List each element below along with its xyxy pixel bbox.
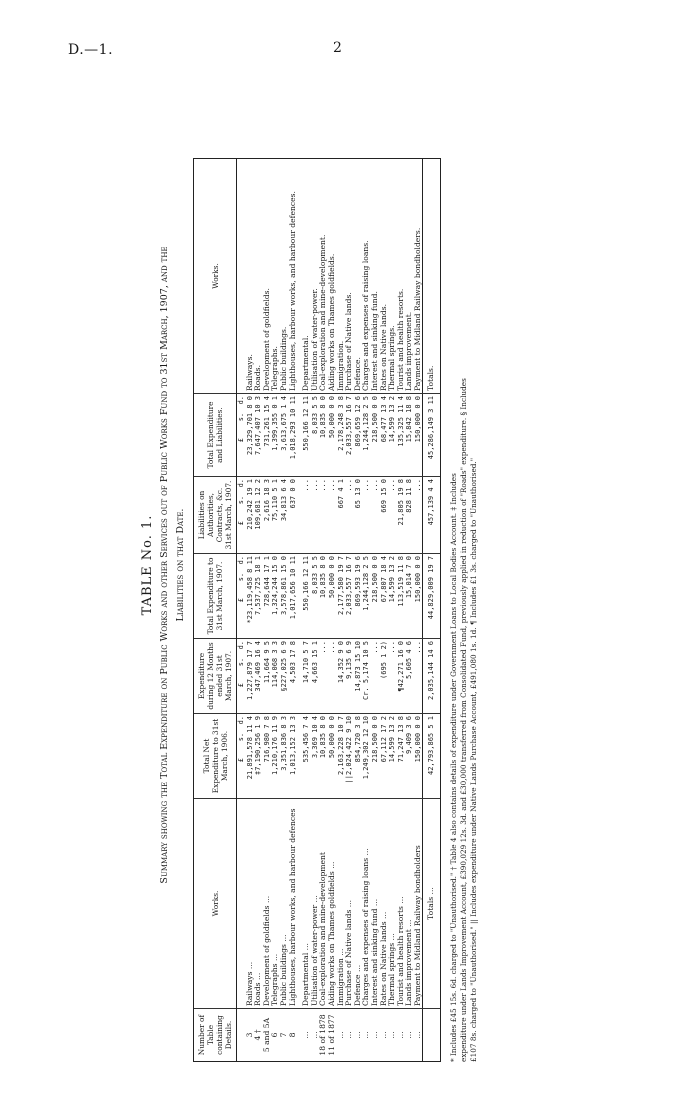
cell-e: 50,000 0 0 xyxy=(328,394,337,477)
cell-w: Rates on Native lands ... xyxy=(380,799,389,1009)
cell-w2: Coal-exploration and mine-development. xyxy=(319,159,328,394)
footnotes xyxy=(449,72,479,1062)
cell-w2: Development of goldfields. xyxy=(263,159,272,394)
total-label: Totals ... xyxy=(423,799,441,1009)
cell-t: ... xyxy=(388,1009,397,1062)
cell-b: ... xyxy=(371,639,380,714)
col-exp-liab: Total Expenditure and Liabilities. xyxy=(194,394,237,477)
cell-w2: Defence. xyxy=(354,159,363,394)
cell-a: ||2,024,422 9 10 xyxy=(345,714,354,799)
cell-e: 218,500 0 0 xyxy=(371,394,380,477)
cell-w2: Charges and expenses of raising loans. xyxy=(362,159,371,394)
currency-header: £ s. d. xyxy=(237,554,246,639)
currency-header: £ s. d. xyxy=(237,714,246,799)
totals-row xyxy=(423,159,441,1062)
cell-w2: Lands improvement. xyxy=(405,159,414,394)
cell-w: Development of goldfields ... xyxy=(263,799,272,1009)
cell-t: ... xyxy=(371,1009,380,1062)
cell-b: 5,605 4 6 xyxy=(405,639,414,714)
cell-e: 3,613,675 1 4 xyxy=(280,394,289,477)
cell-w2: Interest and sinking fund. xyxy=(371,159,380,394)
cell-c: 113,519 11 8 xyxy=(397,554,406,639)
cell-d: 637 0 0 xyxy=(289,477,298,554)
cell-e: 135,325 11 4 xyxy=(397,394,406,477)
cell-e: 150,000 0 0 xyxy=(414,394,423,477)
cell-w2: Immigration. xyxy=(337,159,346,394)
total-w2: Totals. xyxy=(423,159,441,394)
cell-w: Defence ... xyxy=(354,799,363,1009)
cell-d: 2,616 18 3 xyxy=(263,477,272,554)
cell-d: ... xyxy=(414,477,423,554)
cell-c: 2,033,557 16 7 xyxy=(345,554,354,639)
cell-a: 3,369 10 4 xyxy=(311,714,320,799)
cell-w2: Public buildings. xyxy=(280,159,289,394)
cell-d: 210,242 19 1 xyxy=(246,477,255,554)
cell-b: 11,664 9 5 xyxy=(263,639,272,714)
cell-e: 7,647,407 10 3 xyxy=(254,394,263,477)
cell-d: 34,813 6 4 xyxy=(280,477,289,554)
cell-a: 71,247 13 8 xyxy=(397,714,406,799)
cell-d: ... xyxy=(388,477,397,554)
cell-a: 67,112 17 2 xyxy=(380,714,389,799)
cell-b: 9,135 6 9 xyxy=(345,639,354,714)
cell-c: 3,578,861 15 0 xyxy=(280,554,289,639)
cell-e: 14,599 13 2 xyxy=(388,394,397,477)
cell-e: 1,399,355 0 1 xyxy=(271,394,280,477)
cell-b: 1,227,879 17 7 xyxy=(246,639,255,714)
cell-a: 10,835 8 0 xyxy=(319,714,328,799)
table-subtitle-line1: Summary showing the Total Expenditure on Public Works and other Services out of Public Works Fund to 31st March, 1907, and the xyxy=(159,246,170,884)
cell-a: 50,000 0 0 xyxy=(328,714,337,799)
table-row xyxy=(414,159,423,1062)
cell-b: 4,503 17 8 xyxy=(289,639,298,714)
cell-d: 669 15 0 xyxy=(380,477,389,554)
total-c: 44,829,009 19 7 xyxy=(423,554,441,639)
cell-a: 21,891,578 11 4 xyxy=(246,714,255,799)
cell-b: 14,710 5 7 xyxy=(302,639,311,714)
cell-w: Public buildings ... xyxy=(280,799,289,1009)
cell-a: 535,456 7 4 xyxy=(302,714,311,799)
cell-c: 14,599 13 2 xyxy=(388,554,397,639)
cell-e: 8,033 5 5 xyxy=(311,394,320,477)
cell-e: 1,244,128 2 5 xyxy=(362,394,371,477)
col-total-exp: Total Expenditure to 31st March, 1907. xyxy=(194,554,237,639)
table-body xyxy=(246,159,441,1062)
table-title: TABLE No. 1. xyxy=(140,514,155,616)
cell-w: Lighthouses, harbour works, and harbour defences xyxy=(289,799,298,1009)
cell-w: Aiding works on Thames goldfields ... xyxy=(328,799,337,1009)
cell-d: ... xyxy=(319,477,328,554)
cell-w: Tourist and health resorts ... xyxy=(397,799,406,1009)
cell-t: 4 † xyxy=(254,1009,263,1062)
cell-e: 15,842 18 8 xyxy=(405,394,414,477)
cell-e: 869,659 12 6 xyxy=(354,394,363,477)
cell-c: 218,500 0 0 xyxy=(371,554,380,639)
table-subtitle-line2: Liabilities on that Date. xyxy=(175,508,186,622)
cell-w: Interest and sinking fund ... xyxy=(371,799,380,1009)
cell-e: 10,835 8 0 xyxy=(319,394,328,477)
table-row xyxy=(345,159,354,1062)
cell-c: 1,324,244 15 0 xyxy=(271,554,280,639)
cell-a: 716,980 7 8 xyxy=(263,714,272,799)
cell-b: ... xyxy=(328,639,337,714)
cell-t: ... xyxy=(337,1009,346,1062)
cell-c: 15,014 7 0 xyxy=(405,554,414,639)
cell-t: ... xyxy=(311,1009,320,1062)
cell-c: 550,166 12 11 xyxy=(302,554,311,639)
cell-d: ... xyxy=(371,477,380,554)
cell-b: §227,025 6 9 xyxy=(280,639,289,714)
cell-b: 4,663 15 1 xyxy=(311,639,320,714)
cell-t: ... xyxy=(405,1009,414,1062)
col-exp-12m: Expenditure during 12 Months ended 31st March, 1907. xyxy=(194,639,237,714)
col-works: Works. xyxy=(194,799,237,1009)
cell-a: 3,351,836 8 3 xyxy=(280,714,289,799)
cell-b: 14,873 15 10 xyxy=(354,639,363,714)
cell-e: 68,477 13 4 xyxy=(380,394,389,477)
cell-d: 828 11 8 xyxy=(405,477,414,554)
cell-w2: Lighthouses, harbour works, and harbour defences. xyxy=(289,159,298,394)
table-row xyxy=(328,159,337,1062)
cell-b: 114,068 3 3 xyxy=(271,639,280,714)
cell-a: 9,409 3 6 xyxy=(405,714,414,799)
cell-c: 67,807 18 4 xyxy=(380,554,389,639)
cell-c: 7,537,725 18 1 xyxy=(254,554,263,639)
cell-w2: Roads. xyxy=(254,159,263,394)
cell-c: 728,644 17 1 xyxy=(263,554,272,639)
cell-t: ... xyxy=(354,1009,363,1062)
cell-t: 18 of 1878 xyxy=(319,1009,328,1062)
cell-w: Utilisation of water-power ... xyxy=(311,799,320,1009)
cell-w: Telegraphs ... xyxy=(271,799,280,1009)
page-number: 2 xyxy=(333,40,342,56)
cell-t: 6 xyxy=(271,1009,280,1062)
cell-a: ‡7,190,256 1 9 xyxy=(254,714,263,799)
cell-a: 14,599 13 2 xyxy=(388,714,397,799)
cell-w: Payment to Midland Railway bondholders xyxy=(414,799,423,1009)
cell-a: 2,163,228 10 7 xyxy=(337,714,346,799)
cell-w2: Rates on Native lands. xyxy=(380,159,389,394)
cell-b: ¶42,271 16 0 xyxy=(397,639,406,714)
cell-e: 1,018,293 10 11 xyxy=(289,394,298,477)
cell-w2: Purchase of Native lands. xyxy=(345,159,354,394)
cell-w2: Aiding works on Thames goldfields. xyxy=(328,159,337,394)
footnote-line: £107 8s. charged to "Unauthorised." || Includes expenditure under Native Lands Purchase Account, £491,080 1s. 1d. ¶ Includes £1 3s. charged to "Unauthorised." xyxy=(469,457,479,1062)
cell-d: 109,681 12 2 xyxy=(254,477,263,554)
cell-d: 75,110 5 1 xyxy=(271,477,280,554)
cell-d: ... xyxy=(362,477,371,554)
cell-t: ... xyxy=(362,1009,371,1062)
cell-t: ... xyxy=(345,1009,354,1062)
cell-c: 10,835 8 0 xyxy=(319,554,328,639)
table-row xyxy=(263,159,272,1062)
cell-w2: Tourist and health resorts. xyxy=(397,159,406,394)
cell-b: 14,352 9 0 xyxy=(337,639,346,714)
footnote-line: * Includes £45 15s. 6d. charged to "Unauthorised." † Table 4 also contains details of expenditure under Government Loans to Local Bodies Account. ‡ Includes xyxy=(449,473,459,1062)
cell-d: 65 13 0 xyxy=(354,477,363,554)
footnote-line: expenditure under Lands Improvement Account, £390,029 12s. 3d. and £30,000 transferred from Consolidated Fund, previously applied in reduction of "Roads" expenditure. § Includes xyxy=(459,378,469,1062)
table-row xyxy=(289,159,298,1062)
cell-w: Lands improvement ... xyxy=(405,799,414,1009)
col-works-2: Works. xyxy=(194,159,237,394)
cell-t: ... xyxy=(380,1009,389,1062)
cell-b: (695 1 2) xyxy=(380,639,389,714)
cell-w2: Railways. xyxy=(246,159,255,394)
cell-w: Thermal springs ... xyxy=(388,799,397,1009)
cell-d: ... xyxy=(311,477,320,554)
currency-header: £ s. d. xyxy=(237,639,246,714)
rotated-table-block xyxy=(140,60,700,1070)
table-row xyxy=(380,159,389,1062)
cell-w2: Payment to Midland Railway bondholders. xyxy=(414,159,423,394)
summary-table xyxy=(193,158,441,1062)
total-e: 45,286,149 3 11 xyxy=(423,394,441,477)
page-code: D.—1. xyxy=(68,42,114,58)
cell-d: ... xyxy=(328,477,337,554)
cell-t: ... xyxy=(397,1009,406,1062)
cell-a: 1,013,152 13 3 xyxy=(289,714,298,799)
cell-w: Charges and expenses of raising loans ... xyxy=(362,799,371,1009)
cell-a: 1,249,302 12 10 xyxy=(362,714,371,799)
table-row xyxy=(246,159,255,1062)
cell-w: Departmental ... xyxy=(302,799,311,1009)
cell-t: 11 of 1877 xyxy=(328,1009,337,1062)
cell-c: 8,033 5 5 xyxy=(311,554,320,639)
cell-t: 5 and 5A xyxy=(263,1009,272,1062)
cell-d: ... xyxy=(345,477,354,554)
table-row xyxy=(271,159,280,1062)
cell-c: *23,119,458 8 11 xyxy=(246,554,255,639)
cell-c: 1,017,656 10 11 xyxy=(289,554,298,639)
cell-b: ... xyxy=(388,639,397,714)
cell-a: 1,210,176 11 9 xyxy=(271,714,280,799)
cell-t: ... xyxy=(414,1009,423,1062)
col-num-table: Number of Table containing Details. xyxy=(194,1009,237,1062)
cell-c: 50,000 0 0 xyxy=(328,554,337,639)
cell-e: 550,166 12 11 xyxy=(302,394,311,477)
cell-d: 667 4 1 xyxy=(337,477,346,554)
cell-b: ... xyxy=(319,639,328,714)
cell-c: 150,000 0 0 xyxy=(414,554,423,639)
cell-w: Purchase of Native lands ... xyxy=(345,799,354,1009)
cell-c: 1,244,128 2 5 xyxy=(362,554,371,639)
total-a: 42,793,865 5 1 xyxy=(423,714,441,799)
total-d: 457,139 4 4 xyxy=(423,477,441,554)
cell-c: 869,593 19 6 xyxy=(354,554,363,639)
cell-w2: Departmental. xyxy=(302,159,311,394)
total-b: 2,035,144 14 6 xyxy=(423,639,441,714)
cell-w: Railways ... xyxy=(246,799,255,1009)
cell-a: 218,500 0 0 xyxy=(371,714,380,799)
cell-w2: Telegraphs. xyxy=(271,159,280,394)
cell-w2: Thermal springs. xyxy=(388,159,397,394)
cell-w: Immigration ... xyxy=(337,799,346,1009)
cell-d: ... xyxy=(302,477,311,554)
col-net-exp: Total Net Expenditure to 31st March, 1906. xyxy=(194,714,237,799)
cell-d: 21,805 19 8 xyxy=(397,477,406,554)
cell-b: 347,469 16 4 xyxy=(254,639,263,714)
currency-header: £ s. d. xyxy=(237,394,246,477)
cell-b: ... xyxy=(414,639,423,714)
cell-e: 23,329,701 8 0 xyxy=(246,394,255,477)
cell-e: 731,261 15 4 xyxy=(263,394,272,477)
cell-t: 3 xyxy=(246,1009,255,1062)
cell-w2: Utilisation of water-power. xyxy=(311,159,320,394)
col-liabilities: Liabilities on Authorities, Contracts, &c. 31st March, 1907. xyxy=(194,477,237,554)
cell-e: 2,178,248 3 8 xyxy=(337,394,346,477)
cell-e: 2,033,557 16 7 xyxy=(345,394,354,477)
cell-t: ... xyxy=(302,1009,311,1062)
cell-a: 854,720 3 8 xyxy=(354,714,363,799)
cell-b: Cr. 5,174 10 5 xyxy=(362,639,371,714)
cell-c: 2,177,580 19 7 xyxy=(337,554,346,639)
cell-w: Coal-exploration and mine-development xyxy=(319,799,328,1009)
cell-w: Roads ... xyxy=(254,799,263,1009)
cell-a: 150,000 0 0 xyxy=(414,714,423,799)
cell-t: 8 xyxy=(289,1009,298,1062)
cell-t: 7 xyxy=(280,1009,289,1062)
currency-header: £ s. d. xyxy=(237,477,246,554)
